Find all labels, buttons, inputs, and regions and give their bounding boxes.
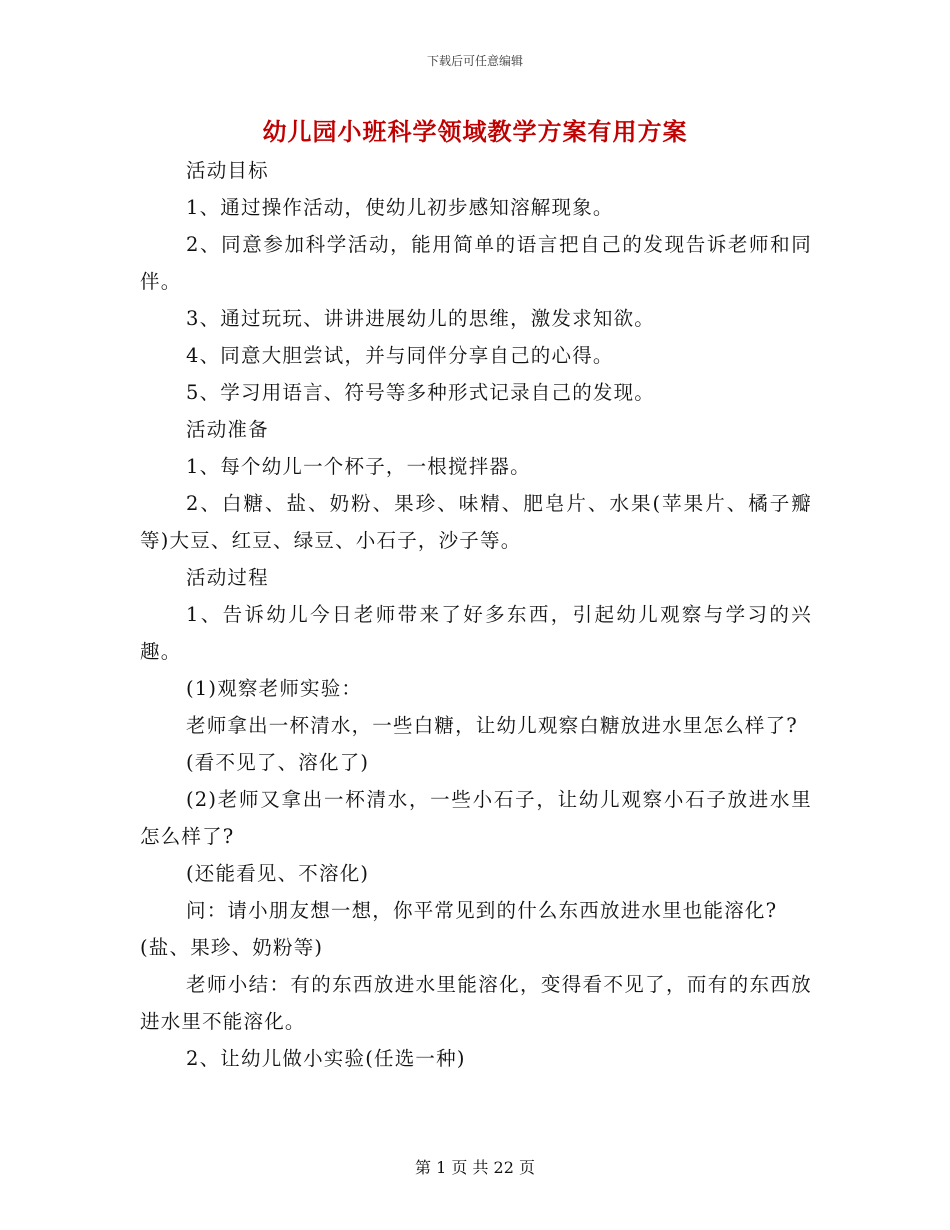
page-number: 第 1 页 共 22 页 [415, 1158, 535, 1177]
paragraph-heading-preparation: 活动准备 [186, 418, 269, 441]
paragraph: 3、通过玩玩、讲讲进展幼儿的思维，激发求知欲。 [186, 307, 656, 330]
paragraph: 4、同意大胆尝试，并与同伴分享自己的心得。 [186, 344, 614, 367]
paragraph-heading-goals: 活动目标 [186, 159, 269, 182]
paragraph: (还能看见、不溶化) [186, 862, 370, 885]
paragraph: 1、通过操作活动，使幼儿初步感知溶解现象。 [186, 196, 614, 219]
paragraph: (看不见了、溶化了) [186, 751, 370, 774]
paragraph: 1、告诉幼儿今日老师带来了好多东西，引起幼儿观察与学习的兴趣。 [140, 603, 812, 663]
paragraph: (1)观察老师实验： [186, 677, 363, 700]
paragraph: 1、每个幼儿一个杯子，一根搅拌器。 [186, 455, 531, 478]
paragraph: (2)老师又拿出一杯清水，一些小石子，让幼儿观察小石子放进水里怎么样了? [140, 788, 812, 848]
paragraph: 2、同意参加科学活动，能用简单的语言把自己的发现告诉老师和同伴。 [140, 233, 812, 293]
paragraph: 老师拿出一杯清水，一些白糖，让幼儿观察白糖放进水里怎么样了? [186, 714, 798, 737]
paragraph: 2、白糖、盐、奶粉、果珍、味精、肥皂片、水果(苹果片、橘子瓣等)大豆、红豆、绿豆、小石子，沙子等。 [140, 492, 812, 552]
paragraph: 老师小结：有的东西放进水里能溶化，变得看不见了，而有的东西放进水里不能溶化。 [140, 973, 812, 1033]
document-body [140, 152, 812, 1077]
paragraph: 5、学习用语言、符号等多种形式记录自己的发现。 [186, 381, 656, 404]
paragraph: 2、让幼儿做小实验(任选一种) [186, 1047, 466, 1070]
paragraph: (盐、果珍、奶粉等) [140, 936, 324, 959]
header-note: 下载后可任意编辑 [426, 54, 523, 68]
paragraph-heading-process: 活动过程 [186, 566, 269, 589]
document-title: 幼儿园小班科学领域教学方案有用方案 [262, 117, 688, 146]
paragraph: 问：请小朋友想一想，你平常见到的什么东西放进水里也能溶化? [186, 899, 778, 922]
